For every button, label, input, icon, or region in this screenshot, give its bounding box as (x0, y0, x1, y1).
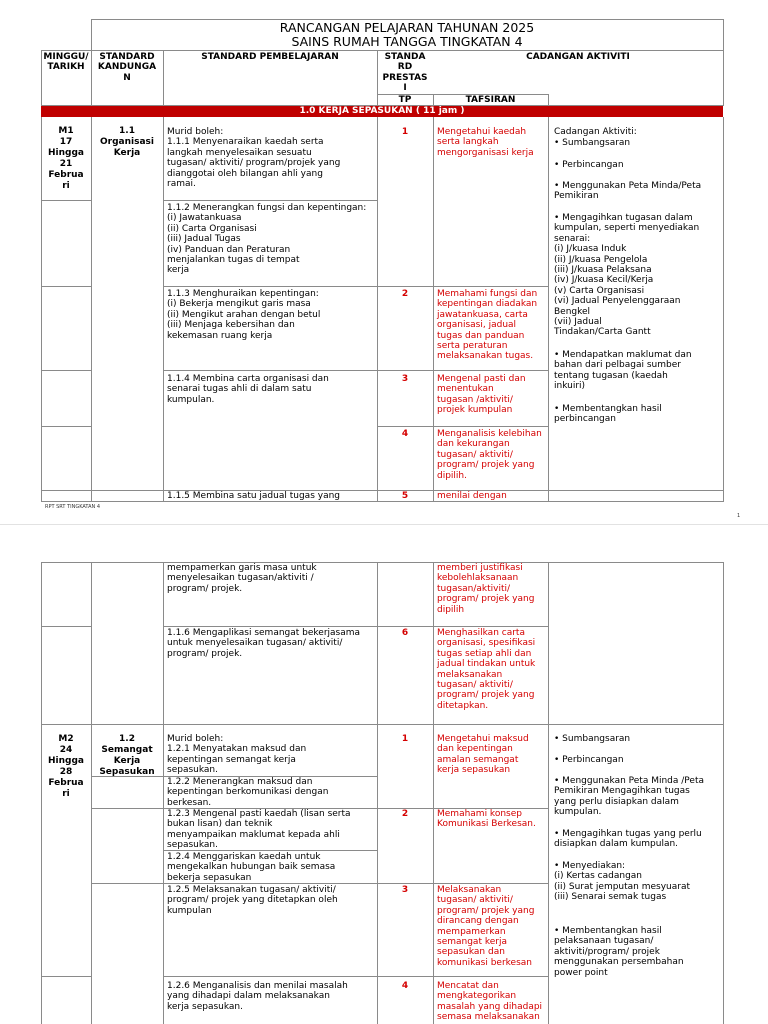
table-border (91, 19, 724, 20)
tp-value: 5 (401, 491, 409, 501)
sp-item: 1.2.6 Menganalisis dan menilai masalah yang dihadapi dalam melaksanakan kerja sepasukan. (167, 981, 348, 1012)
sp-item: 1.1.6 Mengaplikasi semangat bekerjasama untuk menyelesaikan tugasan/ aktiviti/ program/ projek. (167, 628, 361, 659)
aktiviti-bullet: • Sumbangsaran (554, 734, 631, 744)
tp-value: 1 (401, 734, 409, 744)
table-border (91, 117, 92, 502)
tafsiran-text: Mengetahui maksud dan kepentingan amalan semangat kerja sepasukan (437, 734, 529, 776)
sp-item: 1.1.4 Membina carta organisasi dan senarai tugas ahli di dalam satu kumpulan. (167, 374, 329, 405)
tp-value: 2 (401, 809, 409, 819)
sp-item: 1.1.2 Menerangkan fungsi dan kepentingan: (i) Jawatankuasa (ii) Carta Organisasi (iii) Jadual Tugas (iv) Panduan dan Peraturan menjalankan tugas di tempat kerja (167, 203, 367, 276)
week-cell: M1 17 Hingga 21 Februa ri (48, 126, 84, 191)
header-cadangan-aktiviti: CADANGAN AKTIVITI (526, 52, 630, 62)
sp-item: 1.1.3 Menghuraikan kepentingan: (i) Bekerja mengikut garis masa (ii) Mengikut arahan dengan betul (iii) Menjaga kebersihan dan kekemasan ruang kerja (167, 289, 321, 341)
table-border (377, 117, 378, 502)
tafsiran-text: Mengenal pasti dan menentukan tugasan /aktiviti/ projek kumpulan (437, 374, 526, 416)
aktiviti-bullet: • Mendapatkan maklumat dan bahan dari pelbagai sumber tentang tugasan (kaedah inkuiri) (554, 350, 692, 392)
table-border (163, 562, 164, 1024)
aktiviti-label: Cadangan Aktiviti: (554, 127, 637, 137)
aktiviti-bullet: • Menggunakan Peta Minda /Peta Pemikiran Mengagihkan tugas yang perlu disiapkan dalam kumpulan. (554, 776, 704, 818)
table-border (548, 117, 549, 502)
tafsiran-text: Memahami fungsi dan kepentingan diadakan jawatankuasa, carta organisasi, jadual tugas dan panduan serta peraturan melaksanakan tugas. (437, 289, 538, 362)
table-border (91, 19, 92, 51)
table-border (41, 200, 91, 201)
aktiviti-bullet: • Membentangkan hasil pelaksanaan tugasan/ aktiviti/program/ projek menggunakan persembahan power point (554, 926, 684, 978)
unit-heading: 1.0 KERJA SEPASUKAN ( 11 jam ) (299, 106, 465, 116)
table-border (41, 562, 724, 563)
tafsiran-text: Menghasilkan carta organisasi, spesifikasi tugas setiap ahli dan jadual tindakan untuk melaksanakan tugasan/ aktiviti/ program/ projek yang ditetapkan. (437, 628, 536, 711)
table-border (548, 94, 549, 106)
sp-item: 1.2.4 Menggariskan kaedah untuk mengekalkan hubungan baik semasa bekerja sepasukan (167, 852, 336, 883)
document-title-line-1: RANCANGAN PELAJARAN TAHUNAN 2025 (279, 20, 535, 35)
table-border (41, 626, 91, 627)
tafsiran-text: Mengetahui kaedah serta langkah mengorganisasi kerja (437, 127, 534, 158)
header-tp: TP (398, 95, 412, 105)
table-border (41, 976, 91, 977)
page-number: 1 (737, 513, 741, 519)
aktiviti-bullet: • Sumbangsaran (554, 138, 631, 148)
sp-item: 1.2.2 Menerangkan maksud dan kepentingan berkomunikasi dengan berkesan. (167, 777, 329, 808)
week-cell: M2 24 Hingga 28 Februa ri (48, 734, 84, 799)
aktiviti-bullet: • Menggunakan Peta Minda/Peta Pemikiran (554, 181, 702, 202)
aktiviti-bullet: • Mengagihkan tugas yang perlu disiapkan dalam kumpulan. (554, 829, 702, 850)
tp-value: 4 (401, 429, 409, 439)
aktiviti-bullet: • Membentangkan hasil perbincangan (554, 404, 662, 425)
tafsiran-text: Melaksanakan tugasan/ aktiviti/ program/ projek yang dirancang dengan mempamerkan semangat kerja sepasukan dan komunikasi berkesan (437, 885, 535, 968)
sp-item: Murid boleh: 1.2.1 Menyatakan maksud dan kepentingan semangat kerja sepasukan. (167, 734, 307, 776)
table-border (433, 562, 434, 1024)
table-border (163, 200, 377, 201)
table-border (163, 976, 549, 977)
aktiviti-bullet: • Perbincangan (554, 160, 624, 170)
table-border (548, 562, 549, 1024)
footer-label: RPT SRT TINGKATAN 4 (45, 504, 101, 510)
tafsiran-text-continued: memberi justifikasi kebolehlaksanaan tugasan/aktiviti/ program/ projek yang dipilih (437, 563, 535, 615)
tp-value: 1 (401, 127, 409, 137)
table-border (41, 370, 91, 371)
tafsiran-text: menilai dengan (437, 491, 507, 501)
header-minggu: MINGGU/ TARIKH (43, 52, 89, 73)
sp-item: 1.1.5 Membina satu jadual tugas yang (167, 491, 340, 501)
tp-value: 4 (401, 981, 409, 991)
table-border (163, 370, 549, 371)
header-tafsiran: TAFSIRAN (465, 95, 516, 105)
table-border (163, 626, 549, 627)
table-border (723, 562, 724, 1024)
table-border (41, 426, 91, 427)
tp-value: 6 (401, 628, 409, 638)
table-border (723, 117, 724, 502)
unit-heading-bar (41, 106, 723, 117)
aktiviti-bullet: • Perbincangan (554, 755, 624, 765)
sp-item-continued: mempamerkan garis masa untuk menyelesaikan tugasan/aktiviti / program/ projek. (167, 563, 317, 594)
sp-item: 1.2.3 Mengenal pasti kaedah (lisan serta bukan lisan) dan teknik menyampaikan maklumat kepada ahli sepasukan. (167, 809, 351, 851)
tp-value: 3 (401, 374, 409, 384)
document-title-line-2: SAINS RUMAH TANGGA TINGKATAN 4 (291, 34, 523, 49)
table-border (163, 117, 164, 502)
table-border (41, 286, 91, 287)
page-separator (0, 524, 768, 525)
table-border (163, 286, 549, 287)
standard-kandungan-cell: 1.2 Semangat Kerja Sepasukan (99, 734, 155, 777)
tafsiran-text: Memahami konsep Komunikasi Berkesan. (437, 809, 536, 830)
header-standard-kandungan: STANDARD KANDUNGA N (97, 52, 157, 83)
table-border (377, 426, 549, 427)
table-border (91, 562, 92, 1024)
tafsiran-text: Menganalisis kelebihan dan kekurangan tugasan/ aktiviti/ program/ projek yang dipilih. (437, 429, 542, 481)
aktiviti-bullet: • Menyediakan: (i) Kertas cadangan (ii) Surat jemputan mesyuarat (iii) Senarai semak tugas (554, 861, 691, 903)
standard-kandungan-cell: 1.1 Organisasi Kerja (100, 126, 154, 158)
sp-item: Murid boleh: 1.1.1 Menyenaraikan kaedah serta langkah menyelesaikan sesuatu tugasan/ aktiviti/ program/projek yang dianggotai oleh bilangan ahli yang ramai. (167, 127, 341, 190)
tafsiran-text: Mencatat dan mengkategorikan masalah yang dihadapi semasa melaksanakan (437, 981, 543, 1023)
tp-value: 2 (401, 289, 409, 299)
table-border (41, 50, 724, 51)
aktiviti-bullet: • Mengagihkan tugasan dalam kumpulan, seperti menyediakan senarai: (i) J/kuasa Induk (ii) J/kuasa Pengelola (iii) J/kuasa Pelaksana (iv) J/kuasa Kecil/Kerja (v) Carta Organisasi (vi) Jadual Penyelenggaraan Bengkel (vii) Jadual Tindakan/Carta Gantt (554, 213, 700, 338)
table-border (41, 724, 724, 725)
header-standard-prestasi: STANDA RD PRESTAS I (382, 52, 428, 94)
tp-value: 3 (401, 885, 409, 895)
sp-item: 1.2.5 Melaksanakan tugasan/ aktiviti/ program/ projek yang ditetapkan oleh kumpulan (167, 885, 338, 916)
table-border (433, 117, 434, 502)
header-standard-pembelajaran: STANDARD PEMBELAJARAN (201, 52, 339, 62)
table-border (723, 19, 724, 106)
